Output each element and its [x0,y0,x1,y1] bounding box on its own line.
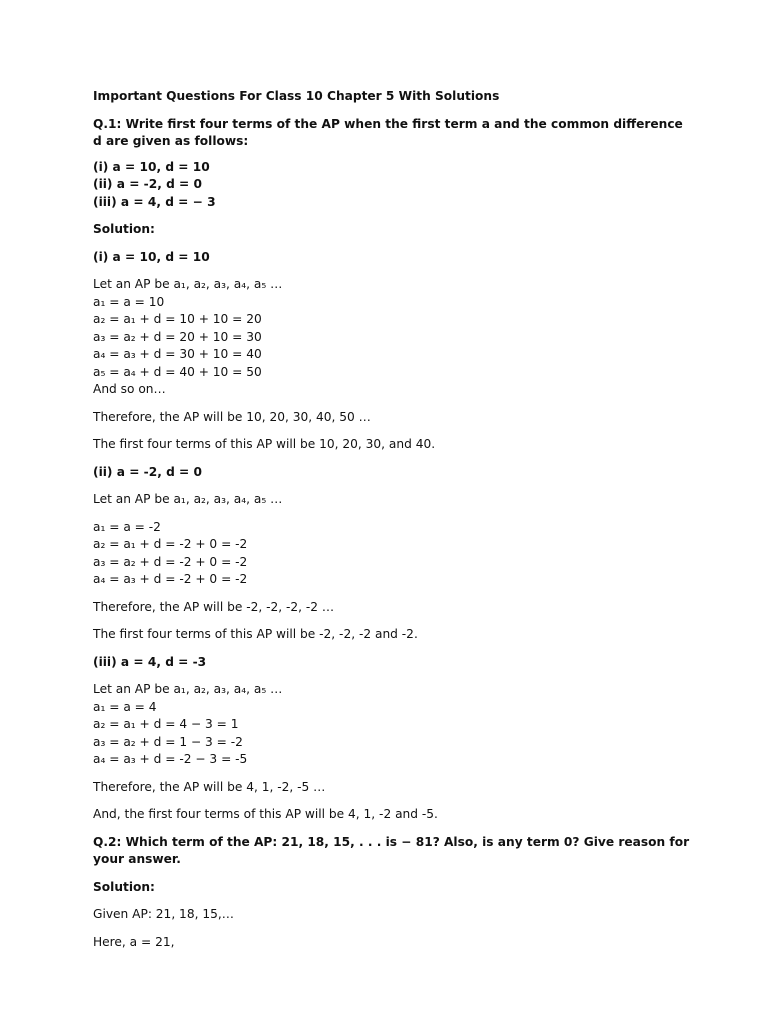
part-iii-therefore: Therefore, the AP will be 4, 1, -2, -5 … [93,779,326,794]
part-ii-line: a₂ = a₁ + d = -2 + 0 = -2 [93,537,248,551]
part-ii-line: a₄ = a₃ + d = -2 + 0 = -2 [93,572,248,586]
part-i-line: And so on… [93,382,166,396]
part-ii-first-four: The first four terms of this AP will be -2, -2, -2 and -2. [93,627,418,641]
part-iii-line: a₁ = a = 4 [93,699,157,714]
part-iii-line: a₂ = a₁ + d = 4 − 3 = 1 [93,717,239,731]
part-ii-line: a₃ = a₂ + d = -2 + 0 = -2 [93,554,248,569]
part-ii-line: a₁ = a = -2 [93,519,161,534]
solution-label: Solution: [93,222,155,236]
q2-given: Given AP: 21, 18, 15,… [93,907,234,921]
part-i-therefore: Therefore, the AP will be 10, 20, 30, 40, 50 … [93,409,371,424]
part-i-line: Let an AP be a₁, a₂, a₃, a₄, a₅ … [93,277,283,291]
part-iii-line: a₃ = a₂ + d = 1 − 3 = -2 [93,734,243,749]
case-i: (i) a = 10, d = 10 [93,159,210,174]
part-i-line: a₂ = a₁ + d = 10 + 10 = 20 [93,312,262,326]
part-i-line: a₅ = a₄ + d = 40 + 10 = 50 [93,364,262,379]
q2-solution-label: Solution: [93,879,155,894]
question-1: Q.1: Write first four terms of the AP when the first term a and the common difference d are given as follows: [93,116,683,148]
part-i-first-four: The first four terms of this AP will be 10, 20, 30, and 40. [93,437,436,451]
part-ii-intro: Let an AP be a₁, a₂, a₃, a₄, a₅ … [93,492,283,506]
part-ii-therefore: Therefore, the AP will be -2, -2, -2, -2 … [93,599,335,614]
case-ii: (ii) a = -2, d = 0 [93,177,202,191]
part-i-line: a₄ = a₃ + d = 30 + 10 = 40 [93,347,262,361]
part-i-heading: (i) a = 10, d = 10 [93,249,210,264]
question-2: Q.2: Which term of the AP: 21, 18, 15, . . . is − 81? Also, is any term 0? Give reason for your answer. [93,834,690,866]
part-ii-heading: (ii) a = -2, d = 0 [93,464,202,479]
part-i-line: a₁ = a = 10 [93,294,165,309]
document-body [93,88,693,951]
part-iii-first-four: And, the first four terms of this AP will be 4, 1, -2 and -5. [93,807,438,821]
case-iii: (iii) a = 4, d = − 3 [93,194,216,209]
part-i-line: a₃ = a₂ + d = 20 + 10 = 30 [93,329,262,344]
document-title: Important Questions For Class 10 Chapter 5 With Solutions [93,89,500,103]
q2-here: Here, a = 21, [93,934,175,949]
part-iii-heading: (iii) a = 4, d = -3 [93,654,207,669]
part-iii-line: a₄ = a₃ + d = -2 − 3 = -5 [93,752,248,766]
part-iii-line: Let an AP be a₁, a₂, a₃, a₄, a₅ … [93,682,283,696]
